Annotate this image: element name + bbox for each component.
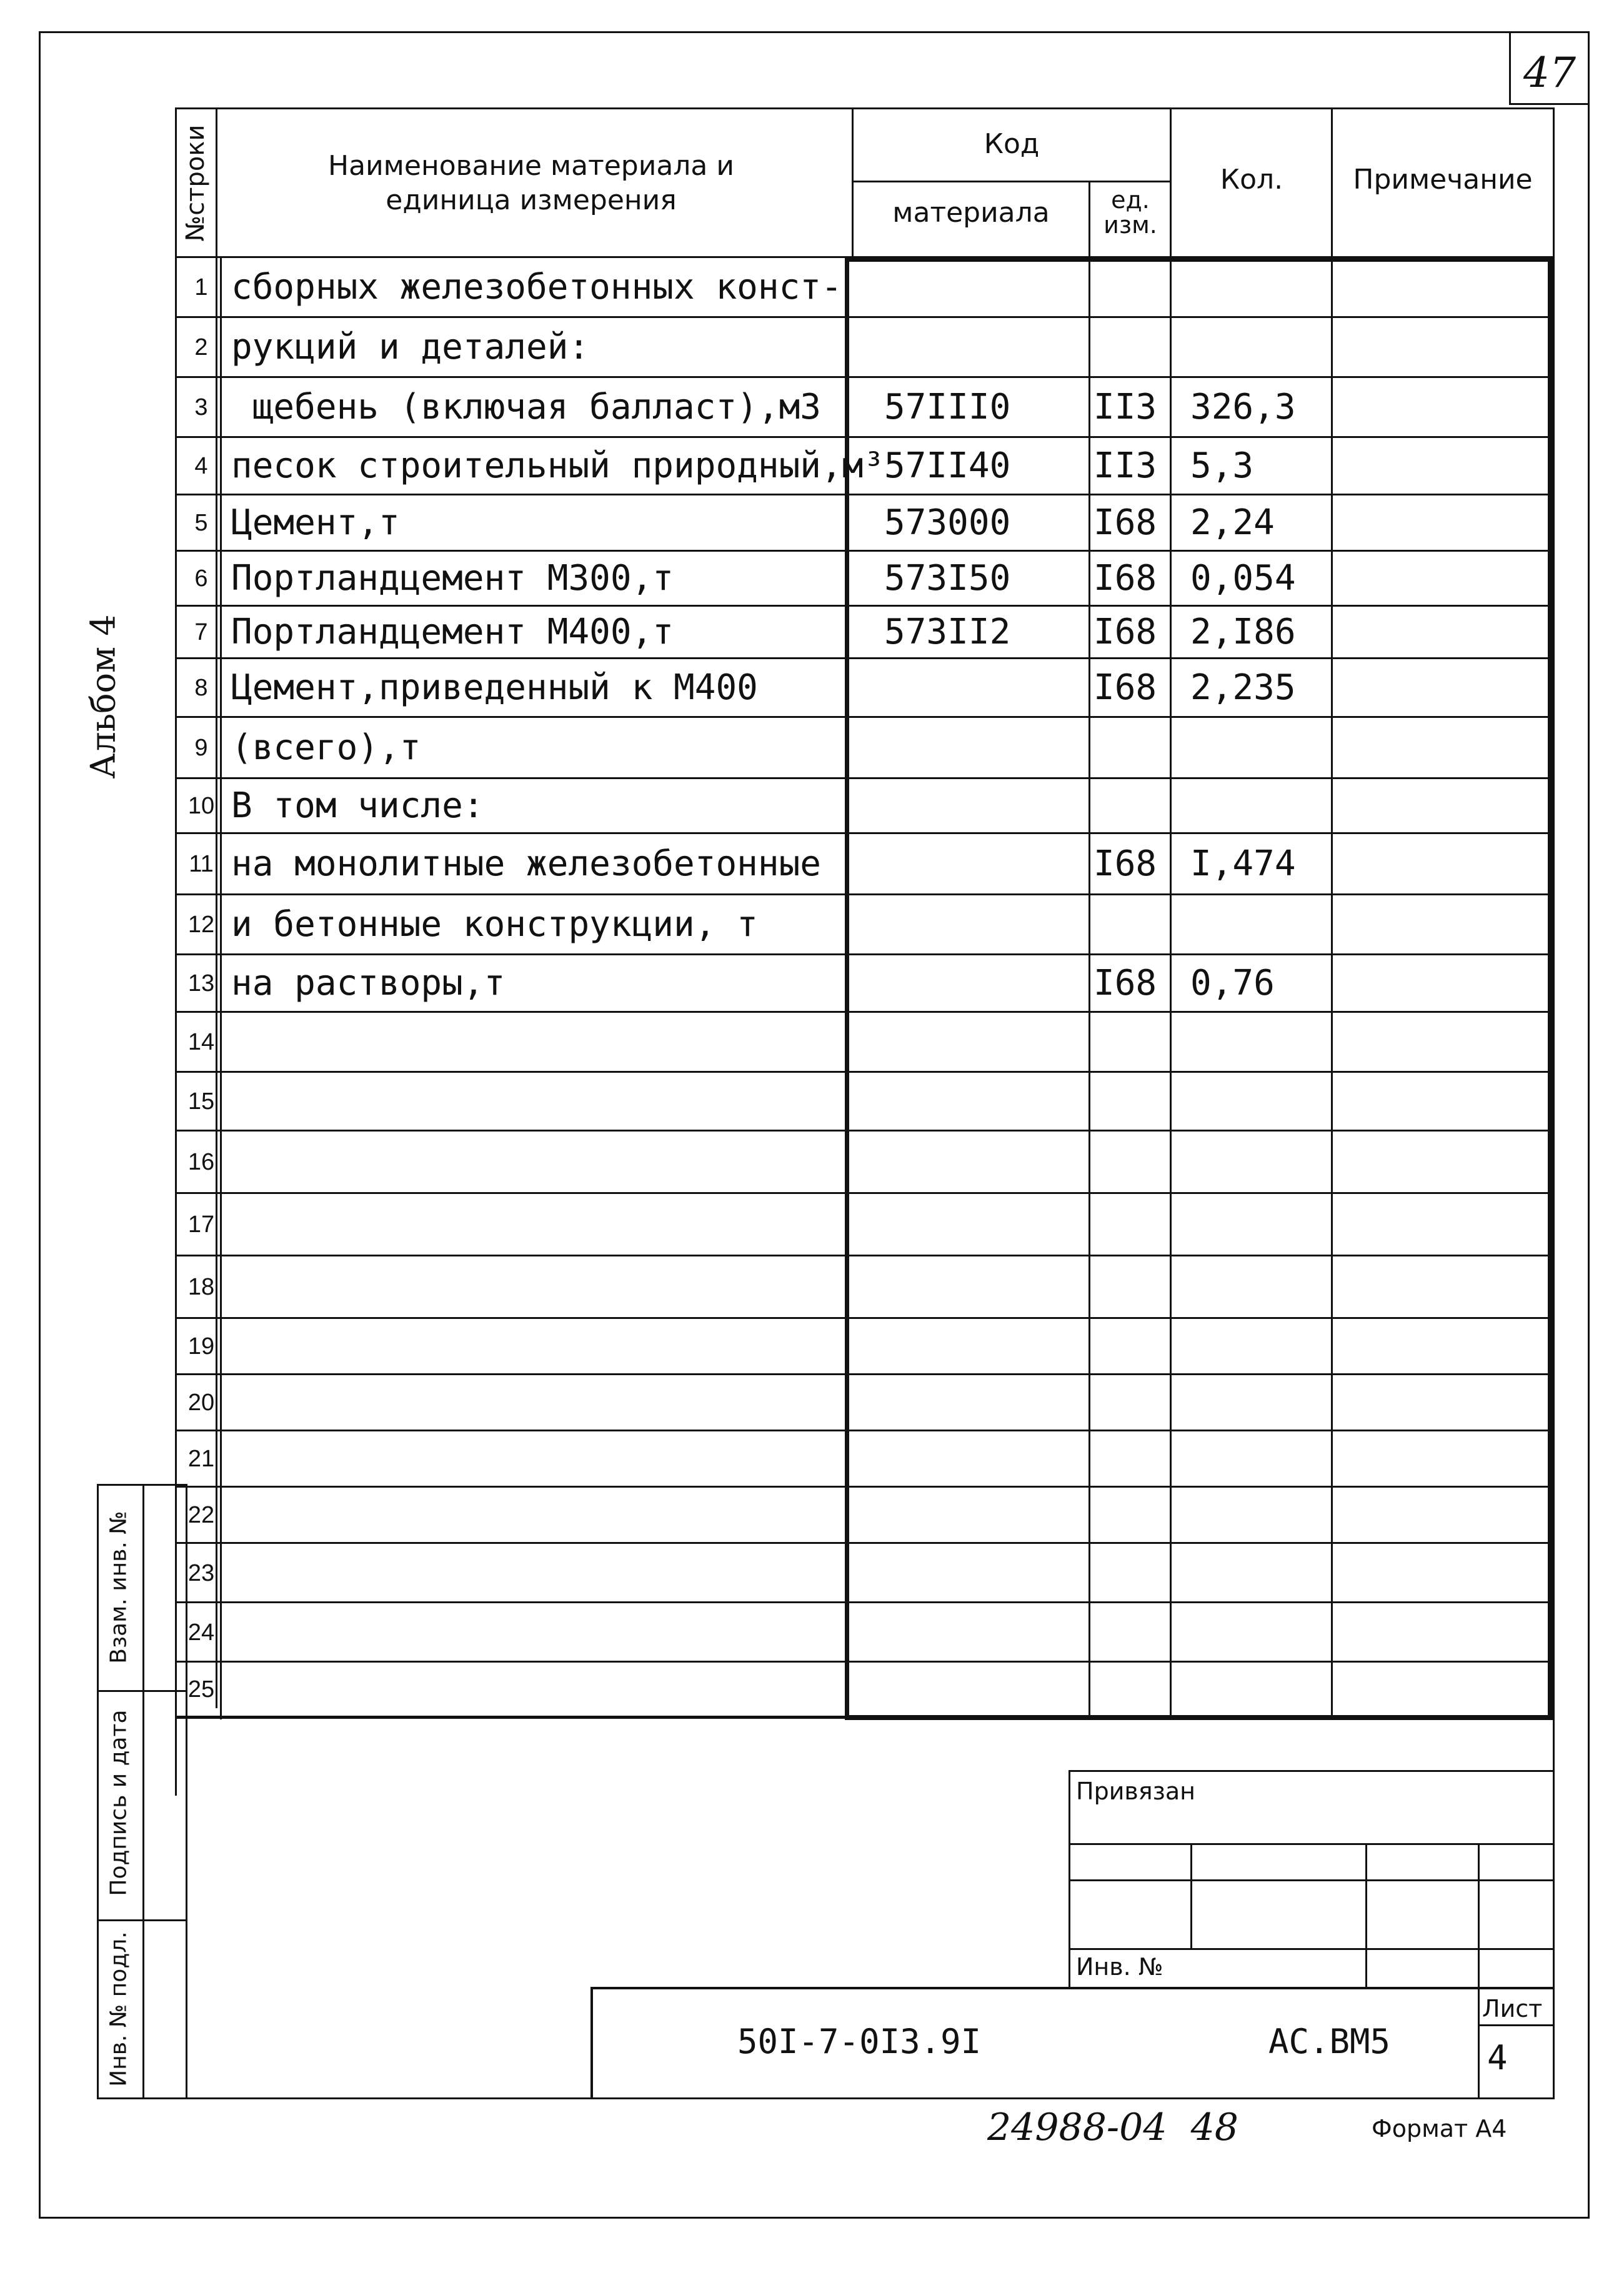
row-unit-code: II3 <box>1093 445 1157 486</box>
row-quantity: 2,I86 <box>1190 612 1296 652</box>
data-col-unit-left <box>1088 257 1090 1717</box>
stamp-podpis: Подпись и дата <box>106 1709 132 1896</box>
page-number-box-left <box>1509 31 1511 105</box>
row-number: 3 <box>194 394 208 420</box>
row-material-name: на монолитные железобетонные <box>231 843 822 884</box>
data-thick-right <box>1548 257 1553 1719</box>
row-unit-code: I68 <box>1093 612 1157 652</box>
row-number: 20 <box>187 1390 215 1416</box>
row-quantity: 5,3 <box>1190 445 1254 486</box>
priv-row-1 <box>1069 1843 1553 1845</box>
page-number: 47 <box>1523 49 1576 97</box>
row-divider <box>177 953 1553 955</box>
data-col-qty-left <box>1170 257 1172 1717</box>
row-divider <box>177 1661 1553 1663</box>
row-number: 18 <box>187 1274 215 1300</box>
handwritten-number: 24988-04 48 <box>987 2106 1238 2149</box>
stamp-inner <box>142 1484 144 2099</box>
stamp-inv-podl: Инв. № подл. <box>106 1931 132 2087</box>
row-divider <box>177 1255 1553 1256</box>
header-name-line2: единица измерения <box>386 184 677 216</box>
row-unit-code: I68 <box>1093 843 1157 884</box>
table-top <box>175 107 1555 109</box>
sheet-label: Лист <box>1482 1995 1543 2022</box>
row-number: 1 <box>194 274 208 301</box>
stamp-left <box>97 1484 99 2099</box>
row-material-name: Портландцемент М300,т <box>231 558 674 599</box>
row-divider <box>177 494 1553 495</box>
row-quantity: 0,054 <box>1190 558 1296 599</box>
row-divider <box>177 1430 1553 1431</box>
row-number: 14 <box>187 1029 215 1055</box>
row-number: 4 <box>194 453 208 479</box>
row-material-code: 57III0 <box>884 387 1011 427</box>
row-number: 19 <box>187 1333 215 1360</box>
row-quantity: 2,24 <box>1190 502 1275 543</box>
row-number: 11 <box>189 851 214 877</box>
row-divider <box>177 1373 1553 1375</box>
priv-row-2 <box>1069 1879 1553 1881</box>
row-material-name: Портландцемент М400,т <box>231 612 674 652</box>
row-quantity: 326,3 <box>1190 387 1296 427</box>
title-outer-left <box>186 1719 187 2099</box>
format-label: Формат А4 <box>1372 2115 1507 2142</box>
sheet-number: 4 <box>1487 2038 1508 2077</box>
row-divider <box>177 316 1553 318</box>
row-quantity: I,474 <box>1190 843 1296 884</box>
inv-no-label: Инв. № <box>1076 1953 1163 1981</box>
page-border-right <box>1588 31 1590 2218</box>
row-material-name: рукций и деталей: <box>231 327 590 367</box>
row-number: 6 <box>194 565 208 592</box>
priv-left <box>1069 1770 1070 1987</box>
row-material-code: 573000 <box>884 502 1011 543</box>
row-number: 9 <box>194 735 208 761</box>
row-material-code: 57II40 <box>884 445 1011 486</box>
sheet-label-line <box>1478 2024 1553 2026</box>
row-material-code: 573I50 <box>884 558 1011 599</box>
data-col-name-left-edge <box>220 257 222 1719</box>
row-quantity: 0,76 <box>1190 963 1275 1003</box>
title-right <box>1553 1719 1555 2099</box>
page-border-top <box>39 31 1590 33</box>
table-lower-bottom <box>177 1717 847 1719</box>
row-divider <box>177 550 1553 552</box>
row-number: 23 <box>187 1559 215 1586</box>
row-divider <box>177 657 1553 659</box>
row-divider <box>177 1317 1553 1319</box>
album-label: Альбом 4 <box>83 614 123 779</box>
data-thick-top <box>845 257 1553 262</box>
row-number: 16 <box>187 1149 215 1175</box>
row-number: 7 <box>194 619 208 645</box>
row-material-name: песок строительный природный,м³ <box>231 445 885 486</box>
row-unit-code: I68 <box>1093 963 1157 1003</box>
row-unit-code: I68 <box>1093 502 1157 543</box>
header-note: Примечание <box>1353 164 1533 196</box>
row-unit-code: II3 <box>1093 387 1157 427</box>
data-col-note-left <box>1331 257 1333 1717</box>
row-divider <box>177 1071 1553 1073</box>
doc-mark: АС.ВМ5 <box>1268 2022 1391 2061</box>
priv-col-3 <box>1478 1843 1480 2098</box>
priv-row-3 <box>1069 1948 1553 1950</box>
row-material-name: щебень (включая балласт),м3 <box>231 387 822 427</box>
row-number: 15 <box>187 1088 215 1115</box>
row-divider <box>177 1601 1553 1603</box>
row-material-name: сборных железобетонных конст- <box>231 267 842 307</box>
row-divider <box>177 605 1553 607</box>
row-number: 8 <box>194 675 208 701</box>
row-number: 12 <box>187 912 215 938</box>
row-number: 24 <box>187 1619 215 1646</box>
stamp-vzam: Взам. инв. № <box>106 1511 132 1664</box>
row-material-name: Цемент,приведенный к М400 <box>231 667 758 708</box>
privyazan-label: Привязан <box>1076 1778 1195 1805</box>
row-number: 22 <box>187 1502 215 1528</box>
row-divider <box>177 1486 1553 1488</box>
row-divider <box>177 832 1553 834</box>
priv-top <box>1069 1770 1553 1772</box>
row-material-code: 573II2 <box>884 612 1011 652</box>
row-divider <box>177 1130 1553 1132</box>
header-name-line1: Наименование материала и <box>328 150 734 182</box>
row-number: 10 <box>187 793 215 819</box>
row-divider <box>177 1542 1553 1544</box>
header-qty: Кол. <box>1220 164 1283 196</box>
title-outer-bottom <box>97 2097 1553 2099</box>
title-main-left <box>590 1987 593 2099</box>
row-number: 5 <box>194 510 208 536</box>
row-material-name: Цемент,т <box>231 502 400 543</box>
row-number: 2 <box>194 334 208 361</box>
row-material-name: на растворы,т <box>231 963 506 1003</box>
row-unit-code: I68 <box>1093 667 1157 708</box>
header-code: Код <box>984 128 1040 160</box>
row-divider <box>177 893 1553 895</box>
title-main-top <box>590 1987 1553 1989</box>
row-divider <box>177 376 1553 378</box>
header-row-no: №строки <box>181 124 210 242</box>
row-number: 21 <box>187 1446 215 1472</box>
row-number: 13 <box>187 970 215 997</box>
header-code-unit-2: изм. <box>1103 211 1157 239</box>
code-subheader-line <box>852 181 1171 182</box>
row-material-name: В том числе: <box>231 785 484 826</box>
header-code-material: материала <box>892 197 1050 229</box>
page-border-bottom <box>39 2217 1590 2219</box>
row-divider <box>177 1011 1553 1013</box>
page-border-left <box>39 31 41 2218</box>
doc-code: 50I-7-0I3.9I <box>737 2022 982 2061</box>
row-divider <box>177 716 1553 718</box>
priv-col-2 <box>1365 1843 1367 1987</box>
row-divider <box>177 777 1553 779</box>
page-number-box-bottom <box>1509 103 1590 105</box>
row-quantity: 2,235 <box>1190 667 1296 708</box>
row-material-name: (всего),т <box>231 727 421 768</box>
header-code-unit-1: ед. <box>1111 186 1150 214</box>
row-material-name: и бетонные конструкции, т <box>231 904 758 945</box>
row-unit-code: I68 <box>1093 558 1157 599</box>
priv-col-1 <box>1190 1843 1192 1948</box>
row-number: 25 <box>187 1676 215 1703</box>
row-divider <box>177 1192 1553 1194</box>
row-number: 17 <box>187 1211 215 1238</box>
row-divider <box>177 436 1553 438</box>
